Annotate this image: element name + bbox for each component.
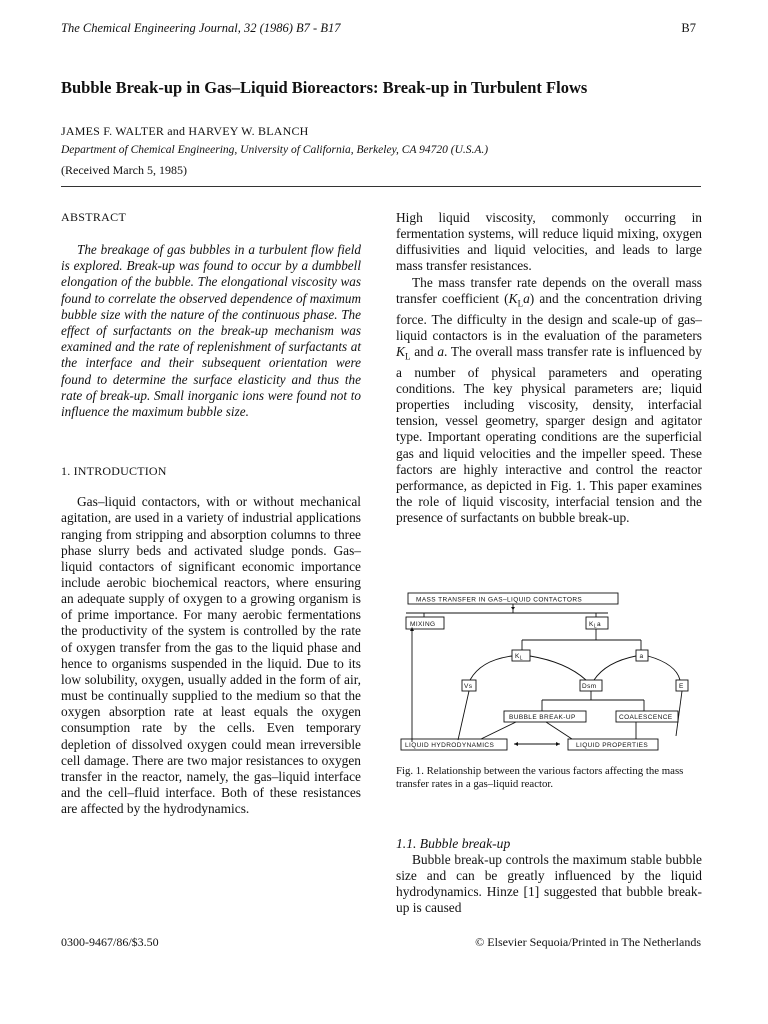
figure-1-caption-wrap	[396, 765, 702, 791]
label-mass-transfer: MASS TRANSFER IN GAS–LIQUID CONTACTORS	[416, 596, 583, 604]
abstract-text: The breakage of gas bubbles in a turbulent flow field is explored. Break-up was found to occur by a dumbbell elongation of the bubble. The elongational viscosity was found to correlate the observed dependence of maximum bubble size with the nature of the continuous phase. The effect of surfactants on the break-up mechanism was examined and the rate of replenishment of surfactants at the interface and their subsequent orientation were found to determine the surface elasticity and thus the rate of break-up. Small inorganic ions were found not to influence the maximum bubble size.	[61, 242, 361, 420]
figure-1-caption: Fig. 1. Relationship between the various factors affecting the mass transfer rates in a gas–liquid reactor.	[396, 765, 684, 790]
section-1-1-text: Bubble break-up controls the maximum stable bubble size and can be greatly influenced by the liquid hydrodynamics. Hinze [1] suggested that bubble break-up is caused	[396, 852, 703, 916]
reference-1[interactable]: [1]	[523, 884, 540, 900]
label-kl: $K_L$	[515, 653, 523, 662]
label-vs: Vs	[464, 683, 473, 690]
affiliation: Department of Chemical Engineering, University of California, Berkeley, CA 94720 (U.S.A.)	[61, 144, 489, 156]
label-hydro: LIQUID HYDRODYNAMICS	[405, 742, 495, 749]
page-number: B7	[681, 21, 696, 35]
label-coalescence: COALESCENCE	[619, 714, 673, 721]
section-1-1-heading: 1.1. Bubble break-up	[396, 836, 511, 851]
header-rule	[61, 186, 701, 187]
label-breakup: BUBBLE BREAK-UP	[509, 714, 576, 721]
label-mixing: MIXING	[410, 621, 436, 628]
intro-paragraph-3: The mass transfer rate depends on the overall mass transfer coefficient $(K_La)$ and the concentration driving force. The difficulty in the design and scale-up of gas–liquid contactors is in the evaluation of the parameters $K_L$ and a. The overall mass transfer rate is influenced by a number of physical parameters and operating conditions. The key physical parameters are; liquid properties including viscosity, density, interfacial tension, vessel geometry, sparger design and agitator type. Important operating conditions are the superficial gas and liquid velocities and the impeller speed. These factors are highly interactive and control the reactor performance, as depicted in Fig. 1. This paper examines the role of liquid viscosity, interfacial tension and the presence of surfactants on bubble break-up.	[396, 274, 702, 526]
label-kla: $K_La$	[589, 621, 601, 630]
section-1-1	[396, 836, 702, 917]
authors: JAMES F. WALTER and HARVEY W. BLANCH	[61, 124, 309, 138]
introduction-heading: 1. INTRODUCTION	[61, 464, 167, 479]
label-a: a	[639, 653, 644, 660]
label-props: LIQUID PROPERTIES	[576, 742, 649, 749]
article-title: Bubble Break-up in Gas–Liquid Bioreactors: Break-up in Turbulent Flows	[61, 78, 588, 97]
figure-1-diagram	[396, 588, 702, 756]
intro-paragraph-1: Gas–liquid contactors, with or without mechanical agitation, are used in a variety of industrial applications ranging from stripping and absorption columns to three phase slurry beds and activated sludge ponds. Gas–liquid contactors of significant economic importance include aerobic biochemical reactors, where ensuring an adequate supply of oxygen to a growing organism is of prime importance. For many aerobic fermentations the productivity of the system is controlled by the rate of oxygen transfer from the gas to the liquid phase and hence to organisms suspended in the liquid. Due to its low solubility, oxygen, usually added in the form of air, must be continually supplied to the medium so that the oxygen absorption rate at least equals the oxygen consumption rate by the cells. Even temporary depletion of dissolved oxygen could mean irreversible cell damage. There are two major resistances to oxygen transfer in the reactor, namely, the gas–liquid interface and the cell–fluid interface. Both of these resistances are affected by the hydrodynamics.	[61, 494, 361, 817]
intro-paragraph-2: High liquid viscosity, commonly occurring in fermentation systems, will reduce liquid mixing, oxygen diffusivities and liquid velocities, and leads to large mass transfer resistances.	[396, 210, 702, 274]
received-date: (Received March 5, 1985)	[61, 163, 187, 177]
left-column	[61, 210, 361, 817]
footer-publisher: © Elsevier Sequoia/Printed in The Netherlands	[475, 935, 701, 949]
label-dsm: Dsm	[582, 683, 597, 690]
abstract-heading: ABSTRACT	[61, 210, 127, 224]
journal-citation: The Chemical Engineering Journal, 32 (1986) B7 - B17	[61, 21, 341, 35]
footer-code: 0300-9467/86/$3.50	[61, 935, 159, 949]
label-e: E	[679, 683, 684, 690]
right-column	[396, 210, 702, 526]
